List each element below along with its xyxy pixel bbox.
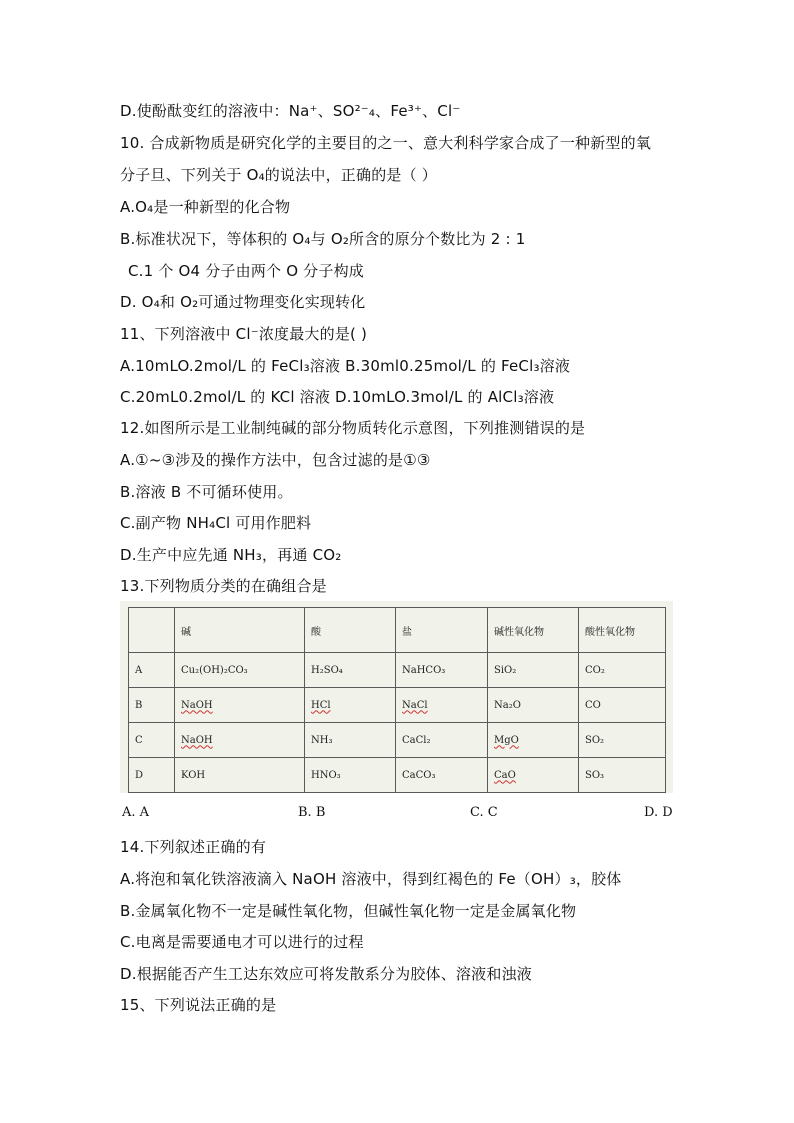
table-cell: H₂SO₄ [305,653,396,688]
header-cell: 酸 [305,608,396,653]
option-10b: B.标准状况下，等体积的 O₄与 O₂所含的原分个数比为 2 : 1 [120,230,526,248]
line-9d: D.使酚酞变红的溶液中：Na⁺、SO²⁻₄、Fe³⁺、Cl⁻ [120,102,461,120]
question-10-cont: 分子旦、下列关于 O₄的说法中，正确的是（ ） [120,166,437,184]
table-cell: CO₂ [579,653,666,688]
table-cell: CaO [488,758,579,793]
header-cell: 碱性氧化物 [488,608,579,653]
table-cell: NaCl [396,688,488,723]
option-10a: A.O₄是一种新型的化合物 [120,198,291,216]
table-cell: NaOH [175,723,305,758]
option-10c: C.1 个 O4 分子由两个 O 分子构成 [128,262,364,280]
option-14a: A.将泡和氧化铁溶液滴入 NaOH 溶液中，得到红褐色的 Fe（OH）₃，胶体 [120,870,622,888]
question-14: 14.下列叙述正确的有 [120,838,267,856]
table-cell: SO₂ [579,723,666,758]
table-cell: HNO₃ [305,758,396,793]
option-13b: B. B [298,805,326,820]
question-15: 15、下列说法正确的是 [120,996,277,1014]
table-cell: MgO [488,723,579,758]
table-cell: NH₃ [305,723,396,758]
option-13c: C. C [470,805,498,820]
table-cell: SO₃ [579,758,666,793]
table-cell: Na₂O [488,688,579,723]
option-14b: B.金属氧化物不一定是碱性氧化物，但碱性氧化物一定是金属氧化物 [120,902,577,920]
table-cell: NaHCO₃ [396,653,488,688]
header-cell: 碱 [175,608,305,653]
option-10d: D. O₄和 O₂可通过物理变化实现转化 [120,293,366,311]
table-row [129,688,666,723]
table-cell: B [129,688,175,723]
table-cell: CaCl₂ [396,723,488,758]
question-11: 11、下列溶液中 Cl⁻浓度最大的是( ) [120,325,368,343]
table-cell: A [129,653,175,688]
option-11cd: C.20mL0.2mol/L 的 KCl 溶液 D.10mLO.3mol/L 的 AlCl₃溶液 [120,388,555,406]
option-12a: A.①~③涉及的操作方法中，包含过滤的是①③ [120,451,431,469]
header-cell: 酸性氧化物 [579,608,666,653]
table-cell: CaCO₃ [396,758,488,793]
table-header-row [129,608,666,653]
table-row [129,653,666,688]
option-14d: D.根据能否产生工达东效应可将发散系分为胶体、溶液和浊液 [120,965,532,983]
classification-table [128,607,666,793]
question-10: 10. 合成新物质是研究化学的主要目的之一、意大利科学家合成了一种新型的氧 [120,134,652,152]
table-cell: D [129,758,175,793]
option-12d: D.生产中应先通 NH₃，再通 CO₂ [120,546,342,564]
table-cell: SiO₂ [488,653,579,688]
classification-table-image [120,601,673,793]
question-12: 12.如图所示是工业制纯碱的部分物质转化示意图，下列推测错误的是 [120,419,586,437]
option-14c: C.电离是需要通电才可以进行的过程 [120,933,364,951]
header-cell [129,608,175,653]
table-cell: NaOH [175,688,305,723]
option-11ab: A.10mLO.2mol/L 的 FeCl₃溶液 B.30ml0.25mol/L 的 FeCl₃溶液 [120,357,571,375]
table-cell: CO [579,688,666,723]
table-row [129,723,666,758]
table-row [129,758,666,793]
question-13-options [120,803,672,823]
table-cell: Cu₂(OH)₂CO₃ [175,653,305,688]
table-cell: KOH [175,758,305,793]
option-12c: C.副产物 NH₄Cl 可用作肥料 [120,514,312,532]
option-13d: D. D [644,805,673,820]
option-13a: A. A [122,805,150,820]
table-cell: HCl [305,688,396,723]
option-12b: B.溶液 B 不可循环使用。 [120,483,293,501]
header-cell: 盐 [396,608,488,653]
table-cell: C [129,723,175,758]
question-13: 13.下列物质分类的在确组合是 [120,577,327,595]
